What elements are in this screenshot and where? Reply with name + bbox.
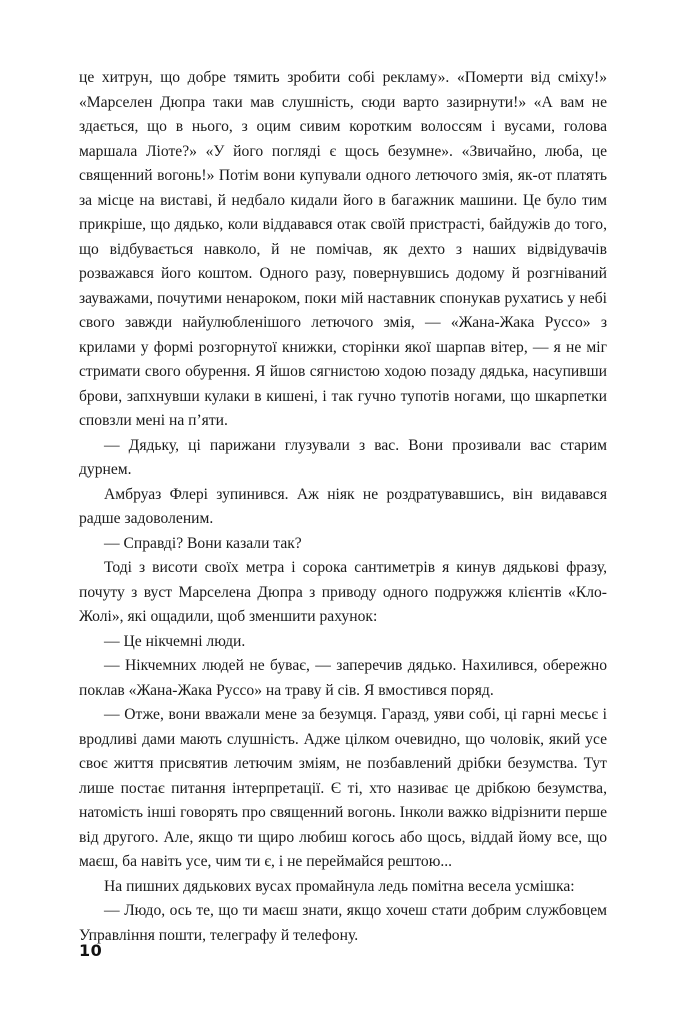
paragraph-3: Амбруаз Флері зупинився. Аж ніяк не роздратувавшись, він видавався радше задоволеним. (79, 485, 607, 527)
paragraph-5: Тоді з висоти своїх метра і сорока сантиметрів я кинув дядькові фразу, почуту з вуст Марселена Дюпра з приводу одного подружжя клієнтів «Кло-Жолі», які ощадили, щоб зменшити рахунок: (79, 559, 607, 625)
paragraph-4: — Справді? Вони казали так? (104, 534, 302, 552)
paragraph-6: — Це нікчемні люди. (104, 632, 246, 650)
paragraph-10: — Людо, ось те, що ти маєш знати, якщо хочеш стати добрим службовцем Управління пошти, телеграфу й телефону. (79, 902, 607, 944)
paragraph-7: — Нікчемних людей не буває, — заперечив дядько. Нахилився, обережно поклав «Жана-Жака Руссо» на траву й сів. Я вмостився поряд. (79, 657, 607, 699)
paragraph-9: На пишних дядькових вусах промайнула ледь помітна весела усмішка: (104, 877, 575, 895)
paragraph-2: — Дядьку, ці парижани глузували з вас. Вони прозивали вас старим дурнем. (79, 436, 607, 478)
page-number: 10 (79, 941, 103, 960)
paragraph-8: — Отже, вони вважали мене за безумця. Гаразд, уяви собі, ці гарні месьє і вродливі дами мають слушність. Адже цілком очевидно, що чоловік, який усе своє життя присвятив летючим зміям, не позбавлений дрібки безумства. Тут лише постає питання інтерпретації. Є ті, хто називає це дрібкою безумства, натомість інші говорять про священний вогонь. Інколи важко відрізнити перше від другого. Але, якщо ти щиро любиш когось або щось, віддай йому все, що маєш, ба навіть усе, чим ти є, і не переймайся рештою... (79, 706, 607, 870)
page-body (79, 66, 607, 948)
paragraph-1: це хитрун, що добре тямить зробити собі рекламу». «Померти від сміху!» «Марселен Дюпра таки мав слушність, сюди варто зазирнути!» «А вам не здається, що в нього, з оцим сивим коротким волоссям і вусами, голова маршала Ліоте?» «У його погляді є щось безумне». «Звичайно, люба, це священний вогонь!» Потім вони купували одного летючого змія, як-от платять за місце на виставі, й недбало кидали його в багажник машини. Це було тим прикріше, що дядько, коли віддавався отак своїй пристрасті, байдужів до того, що відбувається навколо, й не помічав, як дехто з наших відвідувачів розважався його коштом. Одного разу, повернувшись додому й розгніваний зауважами, почутими ненароком, поки мій наставник спонукав рухатись у небі свого завжди найулюбленішого летючого змія, — «Жана-Жака Руссо» з крилами у формі розгорнутої книжки, сторінки якої шарпав вітер, — я не міг стримати свого обурення. Я йшов сягнистою ходою позаду дядька, насупивши брови, запхнувши кулаки в кишені, і так гучно тупотів ногами, що шкарпетки сповзли мені на п’яти. (79, 69, 607, 429)
